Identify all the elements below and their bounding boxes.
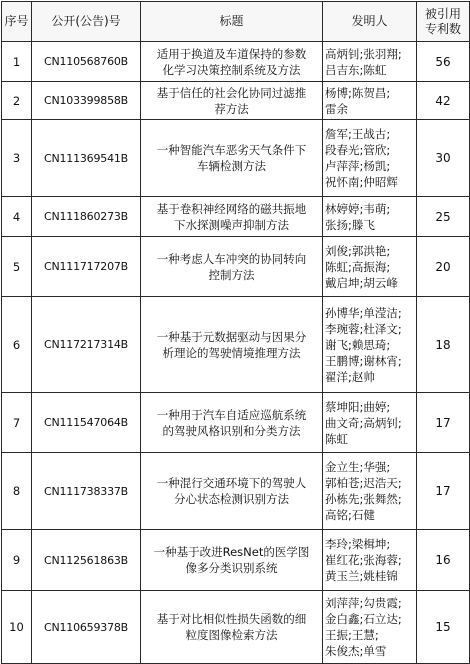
row-inventor-line: 谢飞;赖思琦; xyxy=(325,337,391,352)
row-seq: 6 xyxy=(2,297,32,393)
row-publication-number: CN111717207B xyxy=(32,237,141,297)
row-title xyxy=(141,237,323,297)
row-inventor-line: 金立生;华强; xyxy=(325,460,391,474)
row-publication-number: CN103399858B xyxy=(32,82,141,120)
row-inventor-line: 陈虹;高振海; xyxy=(325,259,391,274)
table-row xyxy=(2,237,470,297)
header-cited-count xyxy=(417,2,470,42)
header-seq: 序号 xyxy=(2,2,32,42)
row-inventors xyxy=(323,393,417,453)
row-inventor-line: 翟洋;赵帅 xyxy=(325,369,375,384)
row-inventor-line: 陈虹 xyxy=(325,431,348,446)
row-inventor-line: 王鹏博;谢林宵; xyxy=(325,353,402,368)
row-title-line: 分心状态检测识别方法 xyxy=(174,492,289,506)
table-header xyxy=(2,2,470,42)
table-body xyxy=(2,42,470,664)
row-inventor-line: 杨博;陈贺昌; xyxy=(325,85,391,100)
row-title-line: 车辆检测方法 xyxy=(197,159,266,173)
header-row xyxy=(2,2,470,42)
table-row xyxy=(2,197,470,237)
row-inventor-line: 雷余 xyxy=(325,101,348,116)
row-inventor-line: 李琬蓉;杜泽文; xyxy=(325,321,402,336)
row-publication-number: CN110568760B xyxy=(32,42,141,82)
row-publication-number: CN112561863B xyxy=(32,530,141,591)
row-seq: 5 xyxy=(2,237,32,297)
row-title-line: 荐方法 xyxy=(214,101,249,116)
header-publication-number: 公开(公告)号 xyxy=(32,2,141,42)
row-title-line: 适用于换道及车道保持的参数 xyxy=(156,46,307,61)
row-inventors xyxy=(323,453,417,530)
row-inventor-line: 张扬;滕飞 xyxy=(325,217,375,232)
row-title-line: 一种混行交通环境下的驾驶人 xyxy=(156,476,307,490)
row-title-line: 一种用于汽车自适应巡航系统 xyxy=(156,407,307,422)
row-publication-number: CN117217314B xyxy=(32,297,141,393)
row-publication-number: CN111547064B xyxy=(32,393,141,453)
table-row xyxy=(2,42,470,82)
row-inventors xyxy=(323,42,417,82)
row-title xyxy=(141,297,323,393)
table-row xyxy=(2,82,470,120)
row-title xyxy=(141,393,323,453)
row-publication-number: CN111860273B xyxy=(32,197,141,237)
row-title xyxy=(141,453,323,530)
row-inventor-line: 段春光;管欣; xyxy=(325,143,391,157)
row-title-line: 粒度图像检索方法 xyxy=(185,628,278,642)
row-cited-count: 16 xyxy=(417,530,470,591)
table-row xyxy=(2,530,470,591)
header-cited-line2: 专利数 xyxy=(424,21,461,36)
row-inventors xyxy=(323,197,417,237)
row-seq: 9 xyxy=(2,530,32,591)
row-cited-count: 15 xyxy=(417,591,470,664)
table-row xyxy=(2,120,470,197)
row-inventor-line: 黄玉兰;姚桂锦 xyxy=(325,569,398,583)
row-inventor-line: 蔡坤阳;曲婷; xyxy=(325,399,391,414)
row-inventor-line: 孙博华;单滢洁; xyxy=(325,305,402,320)
row-cited-count: 17 xyxy=(417,393,470,453)
row-inventor-line: 孙栋先;张舞然; xyxy=(325,492,402,506)
table-row xyxy=(2,591,470,664)
table-row xyxy=(2,453,470,530)
row-inventors xyxy=(323,237,417,297)
row-inventor-line: 崔红花;张海蓉; xyxy=(325,553,402,567)
row-title-line: 一种智能汽车恶劣天气条件下 xyxy=(156,143,307,157)
row-inventor-line: 金白鑫;石立达; xyxy=(325,612,402,626)
row-title xyxy=(141,120,323,197)
row-inventor-line: 刘俊;郭洪艳; xyxy=(325,243,391,258)
row-seq: 1 xyxy=(2,42,32,82)
row-title-line: 的驾驶风格识别和分类方法 xyxy=(162,423,301,438)
row-title xyxy=(141,591,323,664)
header-title: 标题 xyxy=(141,2,323,42)
row-inventor-line: 高炳钊;张羽翔; xyxy=(325,46,402,61)
row-seq: 2 xyxy=(2,82,32,120)
row-title-line: 析理论的驾驶情境推理方法 xyxy=(162,345,301,360)
row-title xyxy=(141,42,323,82)
row-cited-count: 42 xyxy=(417,82,470,120)
row-title-line: 化学习决策控制系统及方法 xyxy=(162,62,301,77)
table-row xyxy=(2,393,470,453)
row-title-line: 下水探测噪声抑制方法 xyxy=(174,217,289,232)
row-seq: 7 xyxy=(2,393,32,453)
table-row xyxy=(2,297,470,393)
row-inventor-line: 高铭;石健 xyxy=(325,508,375,522)
row-cited-count: 25 xyxy=(417,197,470,237)
row-publication-number: CN111738337B xyxy=(32,453,141,530)
row-title-line: 基于信任的社会化协同过滤推 xyxy=(156,85,307,100)
row-inventor-line: 卢萍萍;杨凯; xyxy=(325,159,391,173)
row-title-line: 一种考虑人车冲突的协同转向 xyxy=(156,251,307,266)
row-title xyxy=(141,82,323,120)
row-seq: 10 xyxy=(2,591,32,664)
row-inventor-line: 祝怀南;仲昭辉 xyxy=(325,175,398,189)
row-inventor-line: 王振;王慧; xyxy=(325,628,379,642)
row-inventor-line: 戴启坤;胡云峰 xyxy=(325,275,398,290)
row-title xyxy=(141,530,323,591)
row-inventor-line: 詹军;王战古; xyxy=(325,127,391,141)
row-publication-number: CN111369541B xyxy=(32,120,141,197)
row-cited-count: 18 xyxy=(417,297,470,393)
row-cited-count: 17 xyxy=(417,453,470,530)
row-seq: 8 xyxy=(2,453,32,530)
row-inventor-line: 吕吉东;陈虹 xyxy=(325,62,387,77)
row-seq: 4 xyxy=(2,197,32,237)
row-cited-count: 56 xyxy=(417,42,470,82)
row-inventors xyxy=(323,591,417,664)
header-cited-line1: 被引用 xyxy=(424,6,461,21)
row-inventor-line: 李玲;梁楫坤; xyxy=(325,537,391,551)
row-inventors xyxy=(323,120,417,197)
row-title-line: 像多分类识别系统 xyxy=(185,561,278,575)
row-cited-count: 30 xyxy=(417,120,470,197)
patent-table xyxy=(1,1,470,664)
row-cited-count: 20 xyxy=(417,237,470,297)
row-inventors xyxy=(323,530,417,591)
row-title-line: 一种基于元数据驱动与因果分 xyxy=(156,329,307,344)
row-inventors xyxy=(323,82,417,120)
row-inventor-line: 朱俊杰;单雪 xyxy=(325,644,387,658)
row-title-line: 基于对比相似性损失函数的细 xyxy=(156,612,307,626)
row-inventor-line: 曲文奇;高炳钊; xyxy=(325,415,402,430)
row-inventor-line: 刘萍萍;勾贵霞; xyxy=(325,596,402,610)
row-inventors xyxy=(323,297,417,393)
row-title-line: 一种基于改进ResNet的医学图 xyxy=(153,545,310,559)
header-inventors: 发明人 xyxy=(323,2,417,42)
row-title-line: 基于卷积神经网络的磁共振地 xyxy=(156,201,307,216)
row-publication-number: CN110659378B xyxy=(32,591,141,664)
row-seq: 3 xyxy=(2,120,32,197)
row-title xyxy=(141,197,323,237)
row-title-line: 控制方法 xyxy=(208,267,255,282)
row-inventor-line: 林婷婷;韦萌; xyxy=(325,201,391,216)
row-inventor-line: 郭柏苍;迟浩天; xyxy=(325,476,402,490)
